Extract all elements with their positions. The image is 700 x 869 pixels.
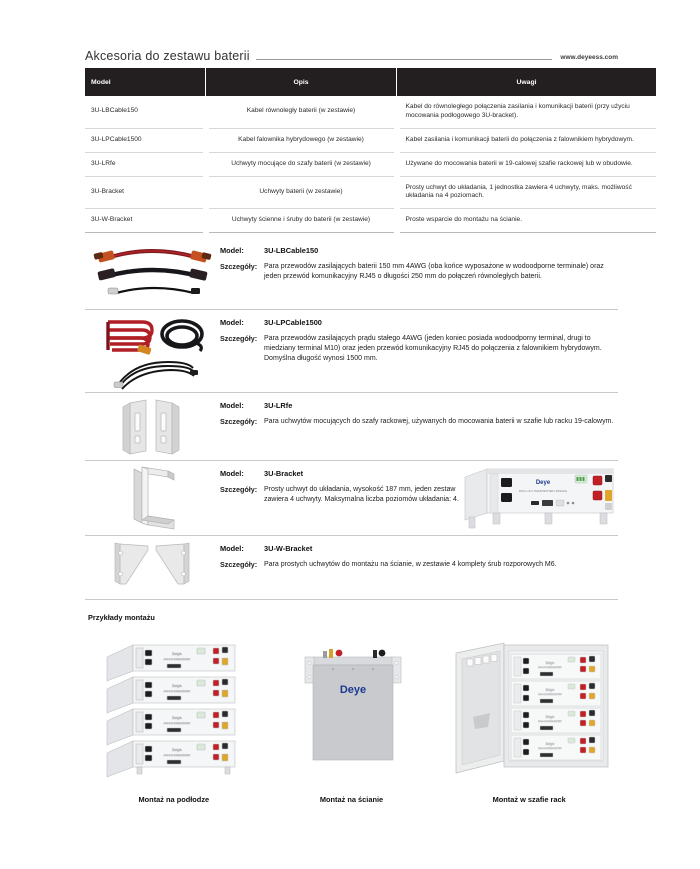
rack-cabinet-batteries-image: [442, 635, 617, 785]
detail-label: Szczegóły:: [220, 262, 258, 271]
svg-text:BOS-G 3U LITHIUM BATTERY: BOS-G 3U LITHIUM BATTERY: [537, 694, 562, 696]
cell-model: 3U-Bracket: [85, 176, 206, 209]
header-divider: [256, 59, 553, 60]
column-header-uwagi: Uwagi: [397, 68, 657, 96]
detail-line: [220, 417, 618, 427]
product-row-w-bracket: [85, 536, 618, 600]
wall-mount-brackets-image: [90, 536, 215, 599]
page-header: [85, 38, 618, 62]
example-floor-mount: [85, 635, 263, 815]
detail-value: Para przewodów zasilających baterii 150 mm 4AWG (oba końce wyposażone w wodoodporne terminale) oraz jeden przewód komunikacyjny RJ45 o długości 250 mm do połączeń równoległych baterii.: [264, 263, 604, 280]
svg-text:BOS-G 3U LITHIUM BATTERY: BOS-G 3U LITHIUM BATTERY: [163, 755, 190, 757]
cell-model: 3U-LRfe: [85, 152, 206, 176]
detail-line: [220, 560, 618, 570]
model-label: Model:: [220, 401, 244, 410]
svg-text:BOS-G 3U LITHIUM BATTERY: BOS-G 3U LITHIUM BATTERY: [163, 723, 190, 725]
stacking-bracket-image: [90, 461, 215, 535]
detail-line: [220, 334, 618, 364]
example-rack-mount: [440, 635, 618, 815]
product-row-lbcable150: [85, 238, 618, 310]
svg-text:BOS-G 3U LITHIUM BATTERY: BOS-G 3U LITHIUM BATTERY: [163, 691, 190, 693]
detail-label: Szczegóły:: [220, 417, 258, 426]
svg-text:Deye: Deye: [172, 715, 182, 720]
svg-text:Deye: Deye: [172, 683, 182, 688]
rack-mounting-ears-image: [90, 393, 215, 460]
cell-model: 3U-LPCable1500: [85, 128, 206, 152]
svg-text:BOS-G 3U LITHIUM BATTERY: BOS-G 3U LITHIUM BATTERY: [537, 748, 562, 750]
svg-text:Deye: Deye: [545, 688, 554, 692]
table-row: [85, 152, 656, 176]
svg-text:BOS-G 3U LITHIUM BATTERY: BOS-G 3U LITHIUM BATTERY: [537, 721, 562, 723]
column-header-model: Model: [85, 68, 206, 96]
svg-text:Deye: Deye: [545, 715, 554, 719]
table-row: [85, 128, 656, 152]
battery-module-image: [457, 465, 618, 531]
model-label: Model:: [220, 469, 244, 478]
product-text-w-bracket: [220, 544, 618, 570]
model-label: Model:: [220, 246, 244, 255]
accessories-table: [85, 68, 656, 233]
example-caption: Montaż na ścianie: [319, 795, 384, 804]
model-value: 3U-W-Bracket: [264, 544, 313, 553]
cell-uwagi: Kabel zasilania i komunikacji baterii do połączenia z falownikiem hybrydowym.: [397, 128, 657, 152]
svg-text:Deye: Deye: [339, 684, 366, 696]
product-text-lrfe: [220, 401, 618, 427]
product-text-lbcable150: [220, 246, 618, 282]
model-value: 3U-LPCable1500: [264, 318, 322, 327]
floor-stacked-batteries-image: [89, 635, 259, 785]
model-label: Model:: [220, 544, 244, 553]
product-row-bracket: [85, 461, 618, 536]
model-value: 3U-Bracket: [264, 469, 304, 478]
cell-model: 3U-W-Bracket: [85, 209, 206, 233]
example-caption: Montaż na podłodze: [138, 795, 210, 804]
product-row-lrfe: [85, 393, 618, 461]
website-url: www.deyeess.com: [560, 53, 618, 61]
wall-mounted-battery-image: [287, 635, 417, 785]
examples-gallery: [85, 635, 618, 815]
model-value: 3U-LRfe: [264, 401, 293, 410]
cell-opis: Uchwyty ścienne i śruby do baterii (w zestawie): [206, 209, 397, 233]
svg-text:Deye: Deye: [172, 747, 182, 752]
cell-opis: Uchwyty baterii (w zestawie): [206, 176, 397, 209]
cell-uwagi: Prosty uchwyt do układania, 1 jednostka zawiera 4 uchwyty, maks. możliwość układania na 4 poziomach.: [397, 176, 657, 209]
detail-value: Para przewodów zasilających prądu stałego 4AWG (jeden koniec posiada wodoodporny terminal, drugi to miedziany terminal M10) oraz jeden przewód komunikacyjny RJ45 do połączenia z falownikiem hybrydowym. Domyślna długość wynosi 1500 mm.: [264, 335, 602, 362]
model-label: Model:: [220, 318, 244, 327]
table-row: [85, 209, 656, 233]
svg-text:Deye: Deye: [535, 480, 551, 486]
examples-title: Przykłady montażu: [88, 613, 155, 622]
table-row: [85, 176, 656, 209]
cell-model: 3U-LBCable150: [85, 96, 206, 128]
detail-line: [220, 262, 618, 282]
svg-text:BOS-G 3U LITHIUM BATTERY: BOS-G 3U LITHIUM BATTERY: [163, 659, 190, 661]
cell-uwagi: Używane do mocowania baterii w 19-calowej szafie rackowej lub w obudowie.: [397, 152, 657, 176]
cell-uwagi: Kabel do równoległego połączenia zasilania i komunikacji baterii (przy użyciu mocowania podłogowego 3U-bracket).: [397, 96, 657, 128]
detail-label: Szczegóły:: [220, 560, 258, 569]
model-value: 3U-LBCable150: [264, 246, 319, 255]
dc-power-cable-coil-set-image: [90, 310, 215, 392]
detail-value: Para prostych uchwytów do montażu na ścianie, w zestawie 4 komplety śrub rozporowych M6.: [264, 561, 557, 568]
example-wall-mount: [263, 635, 441, 815]
detail-label: Szczegóły:: [220, 334, 258, 343]
svg-text:Deye: Deye: [545, 742, 554, 746]
table-header-row: [85, 68, 656, 96]
cell-opis: Uchwyty mocujące do szafy baterii (w zestawie): [206, 152, 397, 176]
parallel-battery-cable-set-image: [90, 238, 215, 309]
svg-text:Deye: Deye: [172, 651, 182, 656]
svg-text:Deye: Deye: [545, 661, 554, 665]
detail-value: Para uchwytów mocujących do szafy rackowej, używanych do mocowania baterii w szafie lub racku 19-calowym.: [264, 418, 614, 425]
column-header-opis: Opis: [206, 68, 397, 96]
page-title: Akcesoria do zestawu baterii: [85, 48, 250, 63]
svg-text:BOS-G 3U LITHIUM BATTERY: BOS-G 3U LITHIUM BATTERY: [537, 667, 562, 669]
model-line: [220, 318, 618, 327]
model-line: [220, 401, 618, 410]
table-row: [85, 96, 656, 128]
example-caption: Montaż w szafie rack: [492, 795, 566, 804]
model-line: [220, 544, 618, 553]
cell-uwagi: Proste wsparcie do montażu na ścianie.: [397, 209, 657, 233]
cell-opis: Kabel równoległy baterii (w zestawie): [206, 96, 397, 128]
cell-opis: Kabel falownika hybrydowego (w zestawie): [206, 128, 397, 152]
product-row-lpcable1500: [85, 310, 618, 393]
svg-text:BOS-G 3U LITHIUM BATTERY MODUL: BOS-G 3U LITHIUM BATTERY MODULE: [519, 490, 567, 493]
detail-value: Prosty uchwyt do układania, wysokość 187 mm, jeden zestaw zawiera 4 uchwyty. Maksymalna liczba poziomów układania: 4.: [264, 486, 459, 503]
model-line: [220, 246, 618, 255]
product-text-lpcable1500: [220, 318, 618, 364]
detail-label: Szczegóły:: [220, 485, 258, 494]
